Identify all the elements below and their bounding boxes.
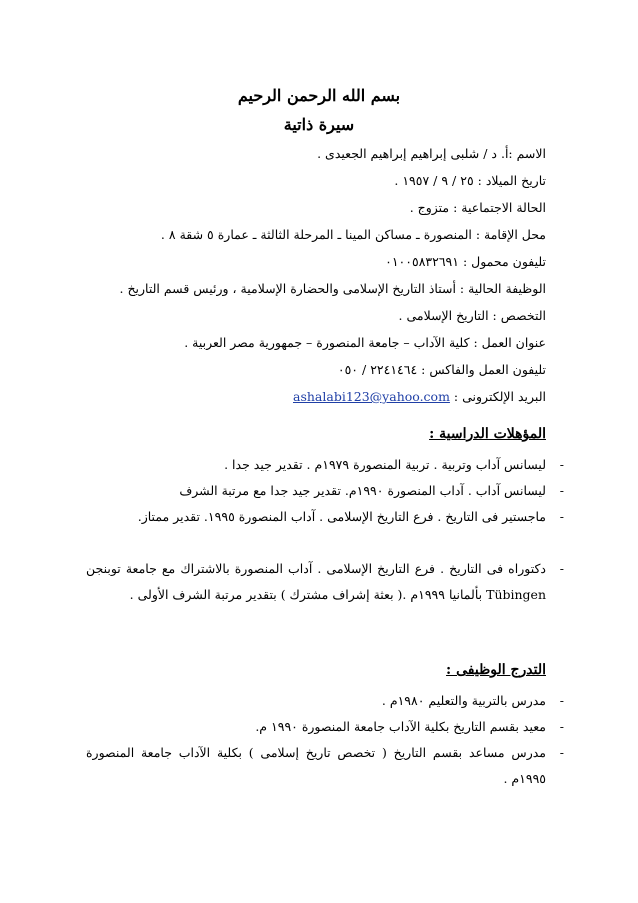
birthdate-line: تاريخ الميلاد : ٢٥ / ٩ / ١٩٥٧ .: [394, 173, 546, 188]
list-dash: -: [559, 745, 564, 760]
specialization-line: التخصص : التاريخ الإسلامى .: [398, 308, 546, 323]
qualification-text: ليسانس آداب وتربية . تربية المنصورة ١٩٧٩م . تقدير جيد جدا .: [224, 457, 546, 472]
list-item: [86, 556, 564, 608]
career-heading: التدرج الوظيفى :: [446, 662, 546, 678]
list-dash: -: [559, 693, 564, 708]
list-dash: -: [559, 561, 564, 576]
qualification-text: ماجستير فى التاريخ . فرع التاريخ الإسلامى . آداب المنصورة ١٩٩٥. تقدير ممتاز.: [137, 509, 546, 524]
work-address-line: عنوان العمل : كلية الآداب – جامعة المنصورة – جمهورية مصر العربية .: [184, 335, 546, 350]
list-item: [86, 714, 564, 740]
career-text: معيد بقسم التاريخ بكلية الآداب جامعة المنصورة ١٩٩٠ م.: [255, 719, 546, 734]
basmala: بسم الله الرحمن الرحيم: [237, 86, 401, 105]
list-dash: -: [559, 457, 564, 472]
email-link[interactable]: ashalabi123@yahoo.com: [293, 389, 450, 404]
current-job-line: الوظيفة الحالية : أستاذ التاريخ الإسلامى والحضارة الإسلامية ، ورئيس قسم التاريخ .: [119, 281, 546, 296]
mobile-line: تليفون محمول : ٠١٠٠٥٨٣٢٦٩١: [385, 254, 546, 269]
qualification-text: دكتوراه فى التاريخ . فرع التاريخ الإسلامى . آداب المنصورة بالاشتراك مع جامعة توبنجن Tübingen بألمانيا ١٩٩٩م .( بعثة إشراف مشترك ) بتقدير مرتبة الشرف الأولى .: [86, 561, 546, 602]
work-phone-line: تليفون العمل والفاكس : ٢٢٤١٤٦٤ / ٠٥٠: [337, 362, 546, 377]
name-line: الاسم :أ. د / شلبى إبراهيم إبراهيم الجعيدى .: [317, 146, 546, 161]
page-title: سيرة ذاتية: [283, 115, 355, 134]
list-dash: -: [559, 719, 564, 734]
list-dash: -: [559, 483, 564, 498]
list-item: [86, 740, 564, 792]
list-item: [86, 688, 564, 714]
marital-status-line: الحالة الاجتماعية : متزوج .: [409, 200, 546, 215]
email-label: البريد الإلكترونى :: [453, 389, 546, 404]
qualifications-heading: المؤهلات الدراسية :: [429, 426, 546, 442]
list-item: [86, 504, 564, 530]
career-text: مدرس مساعد بقسم التاريخ ( تخصص تاريخ إسلامى ) بكلية الآداب جامعة المنصورة ١٩٩٥م .: [86, 745, 546, 786]
list-item: [86, 452, 564, 478]
residence-line: محل الإقامة : المنصورة ـ مساكن المينا ـ المرحلة الثالثة ـ عمارة ٥ شقة ٨ .: [160, 227, 546, 242]
list-dash: -: [559, 509, 564, 524]
list-item: [86, 478, 564, 504]
career-text: مدرس بالتربية والتعليم ١٩٨٠م .: [381, 693, 546, 708]
qualification-text: ليسانس آداب . آداب المنصورة ١٩٩٠م. تقدير جيد جدا مع مرتبة الشرف: [179, 483, 546, 498]
email-line: [293, 388, 546, 406]
